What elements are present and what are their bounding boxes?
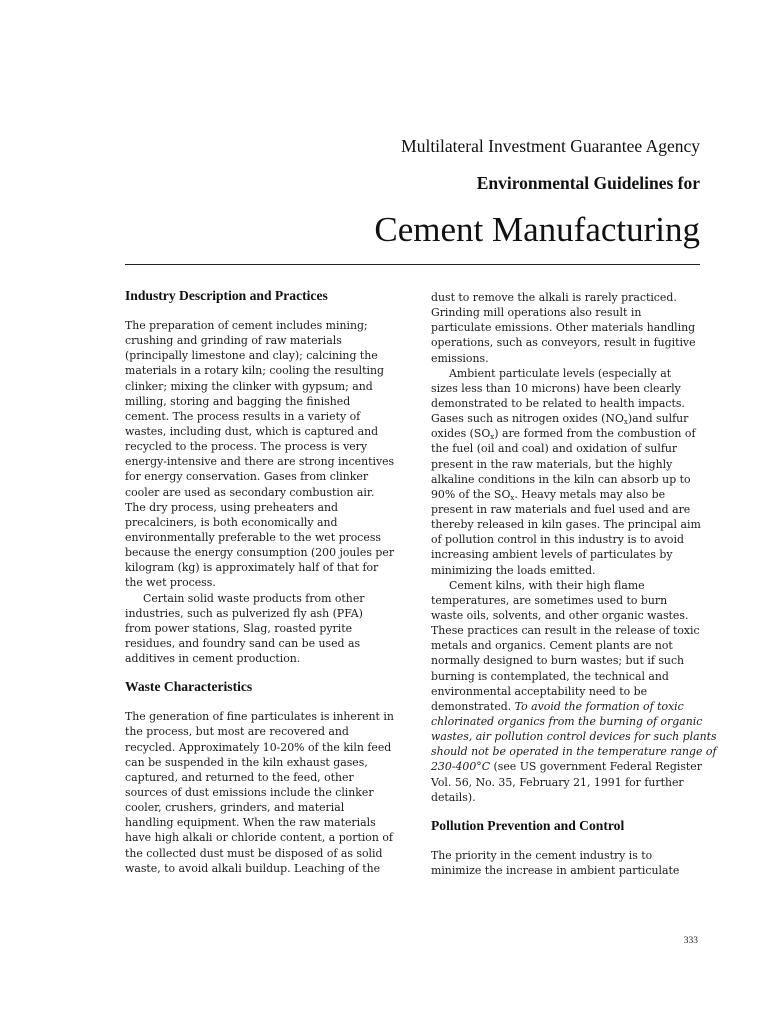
right-column xyxy=(431,290,717,878)
text-run: . Heavy metals may also be xyxy=(514,487,666,501)
text-line xyxy=(125,846,397,861)
text-line xyxy=(125,861,397,876)
text-run: additives in cement production. xyxy=(125,652,301,666)
text-run: wastes, including dust, which is captured and xyxy=(125,424,379,438)
text-line xyxy=(431,426,703,441)
paragraph xyxy=(431,290,703,366)
text-run: have high alkali or chloride content, a portion of xyxy=(125,831,393,845)
text-run: 90% of the SO xyxy=(431,487,511,501)
text-run: Cement kilns, with their high flame xyxy=(449,578,645,592)
text-line xyxy=(125,348,397,363)
text-line xyxy=(125,394,397,409)
text-line xyxy=(125,755,397,770)
paragraph xyxy=(125,709,397,876)
text-line xyxy=(431,396,703,411)
text-line xyxy=(125,621,397,636)
text-run: Certain solid waste products from other xyxy=(143,591,365,605)
text-line xyxy=(431,487,703,502)
text-run: temperatures, are sometimes used to burn xyxy=(431,593,668,607)
text-line xyxy=(125,454,397,469)
paragraph xyxy=(125,591,397,667)
text-line xyxy=(431,684,703,699)
text-run: recycled to the process. The process is very xyxy=(125,440,368,454)
text-run: normally designed to burn wastes; but if such xyxy=(431,654,685,668)
text-run: The priority in the cement industry is to xyxy=(431,848,653,862)
text-run: kilogram (kg) is approximately half of that for xyxy=(125,561,379,575)
text-line xyxy=(431,759,703,774)
text-line xyxy=(125,709,397,724)
text-line xyxy=(125,439,397,454)
text-line xyxy=(431,290,703,305)
text-line xyxy=(431,608,703,623)
text-run: details). xyxy=(431,790,476,804)
text-run: The dry process, using preheaters and xyxy=(125,500,339,514)
text-run: because the energy consumption (200 joules per xyxy=(125,546,395,560)
text-run: sizes less than 10 microns) have been clearly xyxy=(431,381,681,395)
text-line xyxy=(431,653,703,668)
text-run: materials in a rotary kiln; cooling the resulting xyxy=(125,364,384,378)
text-line xyxy=(431,578,703,593)
text-run: (see US government Federal Register xyxy=(490,760,702,774)
text-line xyxy=(431,699,703,714)
text-line xyxy=(431,532,703,547)
text-line xyxy=(125,545,397,560)
text-line xyxy=(431,638,703,653)
text-run: thereby released in kiln gases. The principal aim xyxy=(431,518,701,532)
text-line xyxy=(125,469,397,484)
text-run: energy-intensive and there are strong incentives xyxy=(125,455,395,469)
text-line xyxy=(125,830,397,845)
text-run: Vol. 56, No. 35, February 21, 1991 for further xyxy=(431,775,684,789)
text-run: particulate emissions. Other materials handling xyxy=(431,321,696,335)
text-run: of pollution control in this industry is to avoid xyxy=(431,533,684,547)
text-line xyxy=(125,740,397,755)
title-divider xyxy=(125,264,700,265)
section-heading: Waste Characteristics xyxy=(125,679,253,695)
text-run: from power stations, Slag, roasted pyrite xyxy=(125,621,353,635)
spacer xyxy=(125,304,397,318)
italic-text: should not be operated in the temperature range of xyxy=(431,745,717,759)
text-run: residues, and foundry sand can be used as xyxy=(125,636,361,650)
text-run: oxides (SO xyxy=(431,427,491,441)
text-run: demonstrated to be related to health impacts. xyxy=(431,396,685,410)
text-run: demonstrated. xyxy=(431,699,515,713)
text-line xyxy=(125,636,397,651)
text-line xyxy=(431,744,717,759)
text-run: environmentally preferable to the wet process xyxy=(125,530,382,544)
text-line xyxy=(125,424,397,439)
subscript: x xyxy=(490,433,495,442)
text-run: crushing and grinding of raw materials xyxy=(125,334,342,348)
text-run: increasing ambient levels of particulates by xyxy=(431,548,673,562)
page-number: 333 xyxy=(683,936,698,946)
text-run: the process, but most are recovered and xyxy=(125,725,349,739)
text-run: captured, and returned to the feed, other xyxy=(125,770,354,784)
text-line xyxy=(431,547,703,562)
text-run: metals and organics. Cement plants are not xyxy=(431,639,673,653)
text-run: cooler are used as secondary combustion air. xyxy=(125,485,375,499)
text-line xyxy=(431,457,703,472)
spacer xyxy=(125,666,397,678)
subscript: x xyxy=(510,493,515,502)
text-line xyxy=(125,333,397,348)
text-run: dust to remove the alkali is rarely practiced. xyxy=(431,291,677,304)
text-line xyxy=(431,623,703,638)
spacer xyxy=(125,695,397,709)
text-run: cement. The process results in a variety of xyxy=(125,409,361,423)
spacer xyxy=(431,805,703,817)
text-run: burning is contemplated, the technical and xyxy=(431,669,669,683)
text-run: alkaline conditions in the kiln can absorb up to xyxy=(431,472,691,486)
text-run: Gases such as nitrogen oxides (NO xyxy=(431,412,624,426)
text-run: (principally limestone and clay); calcining the xyxy=(125,349,378,363)
text-line xyxy=(125,785,397,800)
left-column xyxy=(125,287,397,876)
agency-name: Multilateral Investment Guarantee Agency xyxy=(401,136,700,156)
text-line xyxy=(125,318,397,333)
text-run: These practices can result in the release of toxic xyxy=(431,624,700,638)
text-line xyxy=(431,351,703,366)
section-heading: Industry Description and Practices xyxy=(125,288,328,303)
text-line xyxy=(125,560,397,575)
text-line xyxy=(431,593,703,608)
italic-text: chlorinated organics from the burning of organic xyxy=(431,714,703,728)
text-line xyxy=(431,848,703,863)
text-line xyxy=(431,335,703,350)
text-run: the fuel (oil and coal) and oxidation of sulfur xyxy=(431,442,678,456)
text-line xyxy=(431,729,717,744)
text-line xyxy=(125,379,397,394)
text-run: minimizing the loads emitted. xyxy=(431,563,596,577)
text-run: waste oils, solvents, and other organic wastes. xyxy=(431,608,689,622)
text-line xyxy=(431,441,703,456)
text-line xyxy=(431,714,703,729)
text-line xyxy=(431,366,703,381)
text-line xyxy=(431,320,703,335)
text-run: The preparation of cement includes mining; xyxy=(125,319,368,332)
text-line xyxy=(125,409,397,424)
italic-text: 230-400°C xyxy=(431,760,491,774)
text-run: precalciners, is both economically and xyxy=(125,515,338,529)
paragraph xyxy=(431,848,703,878)
text-run: emissions. xyxy=(431,351,489,365)
text-line xyxy=(431,775,703,790)
text-run: the collected dust must be disposed of as solid xyxy=(125,846,383,860)
spacer xyxy=(431,834,703,848)
text-line xyxy=(125,770,397,785)
text-run: industries, such as pulverized fly ash (PFA) xyxy=(125,606,363,620)
text-line xyxy=(125,800,397,815)
text-line xyxy=(125,485,397,500)
text-line xyxy=(125,515,397,530)
text-run: present in the raw materials, but the highly xyxy=(431,457,673,471)
text-run: present in raw materials and fuel used and are xyxy=(431,502,691,516)
italic-text: To avoid the formation of toxic xyxy=(514,699,684,713)
guidelines-subtitle: Environmental Guidelines for xyxy=(476,173,700,193)
paragraph xyxy=(125,318,397,591)
text-line xyxy=(125,606,397,621)
text-run: handling equipment. When the raw materials xyxy=(125,816,376,830)
text-line xyxy=(125,651,397,666)
text-line xyxy=(125,530,397,545)
text-run: ) are formed from the combustion of xyxy=(494,427,696,441)
text-run: The generation of fine particulates is inherent in xyxy=(125,710,394,724)
text-line xyxy=(431,502,703,517)
text-line xyxy=(125,363,397,378)
text-line xyxy=(431,517,703,532)
text-run: for energy conservation. Gases from clinker xyxy=(125,470,369,484)
text-line xyxy=(125,591,397,606)
subscript: x xyxy=(623,418,628,427)
text-line xyxy=(431,305,703,320)
text-line xyxy=(431,411,703,426)
text-run: environmental acceptability need to be xyxy=(431,684,648,698)
document-title: Cement Manufacturing xyxy=(374,210,700,249)
paragraph xyxy=(431,366,703,578)
text-run: cooler, crushers, grinders, and material xyxy=(125,801,345,815)
text-run: recycled. Approximately 10-20% of the kiln feed xyxy=(125,740,392,754)
section-heading: Pollution Prevention and Control xyxy=(431,817,625,833)
text-line xyxy=(431,863,703,878)
text-line xyxy=(125,575,397,590)
text-line xyxy=(431,472,703,487)
text-line xyxy=(431,790,703,805)
text-run: clinker; mixing the clinker with gypsum; and xyxy=(125,379,373,393)
text-run: Grinding mill operations also result in xyxy=(431,306,642,320)
text-run: Ambient particulate levels (especially at xyxy=(449,366,672,380)
text-run: )and sulfur xyxy=(627,412,689,426)
text-run: operations, such as conveyors, result in fugitive xyxy=(431,336,696,350)
text-run: minimize the increase in ambient particulate xyxy=(431,863,680,877)
text-line xyxy=(431,563,703,578)
text-line xyxy=(125,724,397,739)
italic-text: wastes, air pollution control devices for such plants xyxy=(431,730,717,744)
text-run: the wet process. xyxy=(125,576,216,590)
paragraph xyxy=(431,578,717,805)
text-run: milling, storing and bagging the finished xyxy=(125,394,351,408)
text-line xyxy=(431,669,703,684)
text-line xyxy=(431,381,703,396)
text-run: waste, to avoid alkali buildup. Leaching of the xyxy=(125,861,381,875)
text-line xyxy=(125,500,397,515)
text-run: sources of dust emissions include the clinker xyxy=(125,785,374,799)
text-run: can be suspended in the kiln exhaust gases, xyxy=(125,755,368,769)
text-line xyxy=(125,815,397,830)
